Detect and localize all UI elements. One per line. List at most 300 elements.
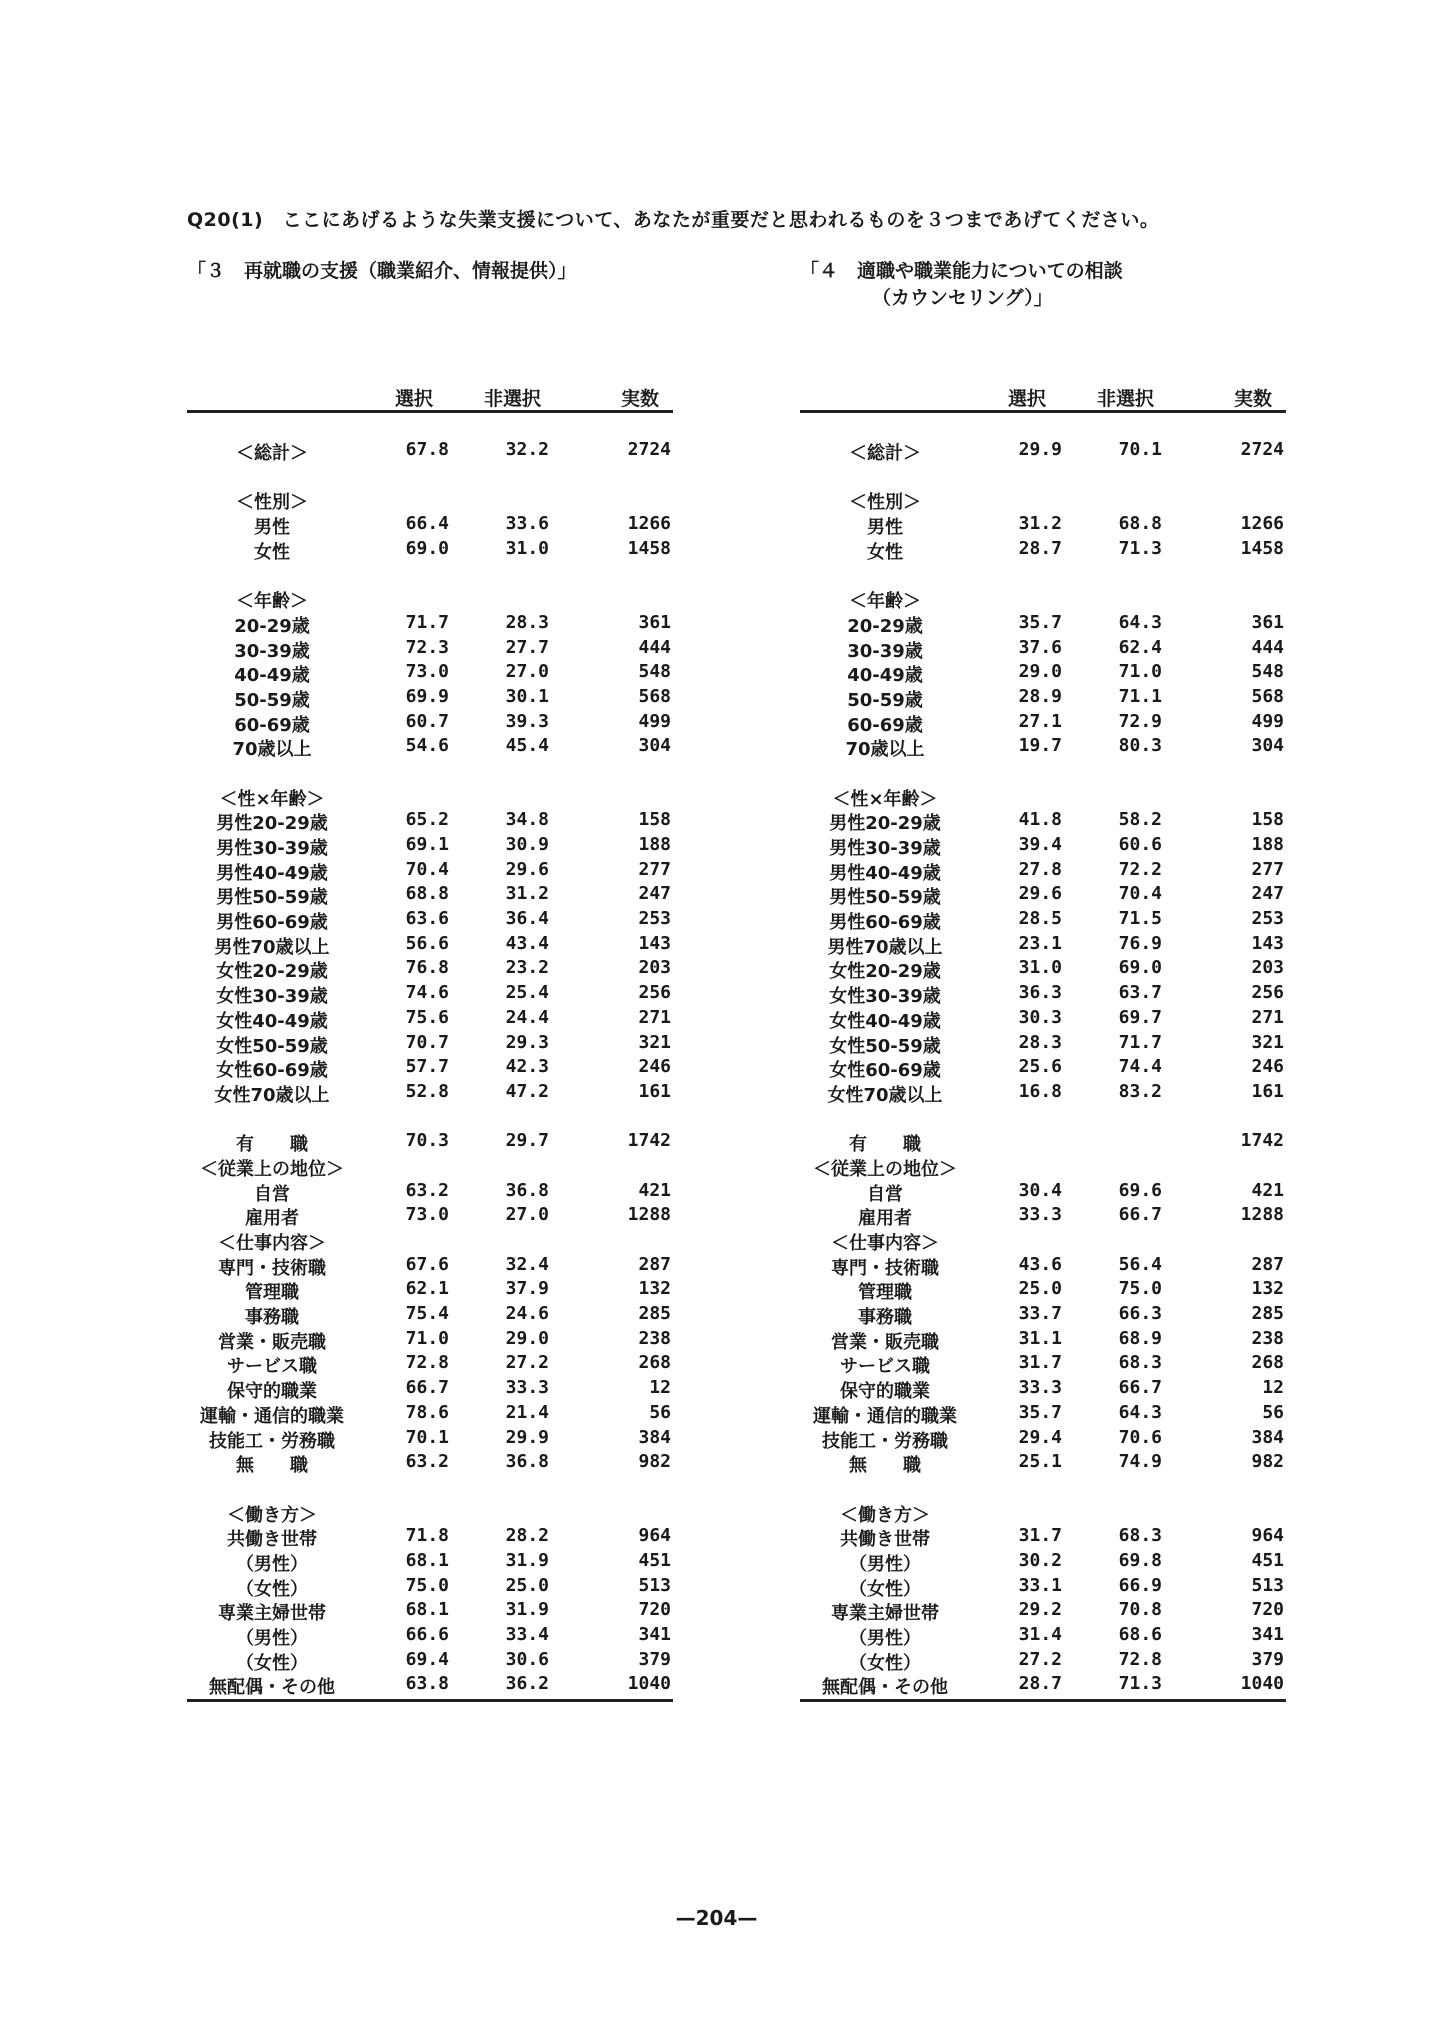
row-label: 50-59歳 (234, 689, 310, 711)
table-row (800, 1352, 1286, 1377)
value-not-selected: 32.4 (505, 1253, 549, 1275)
value-selected: 29.9 (1018, 439, 1062, 460)
value-count: 203 (638, 957, 671, 979)
table-row (800, 1081, 1286, 1106)
value-selected: 66.6 (405, 1624, 449, 1645)
row-label: 40-49歳 (847, 665, 923, 687)
value-not-selected: 68.9 (1118, 1327, 1162, 1349)
right-table-title-line1: 「４ 適職や職業能力についての相談 (800, 260, 1123, 282)
value-not-selected: 21.4 (505, 1401, 549, 1423)
value-not-selected: 75.0 (1118, 1278, 1162, 1300)
table-row (187, 1649, 673, 1674)
table-row (187, 637, 673, 662)
value-count: 56 (1262, 1401, 1284, 1423)
row-label: 男性70歳以上 (827, 936, 943, 958)
value-count: 982 (1251, 1451, 1284, 1473)
row-label: 保守的職業 (227, 1381, 317, 1403)
value-not-selected: 47.2 (505, 1080, 549, 1102)
value-not-selected: 27.0 (505, 1204, 549, 1226)
row-label: 女性 (254, 541, 290, 563)
value-count: 451 (638, 1549, 671, 1571)
table-row (800, 686, 1286, 711)
value-count: 304 (1251, 735, 1284, 757)
row-label: 女性20-29歳 (829, 961, 941, 983)
value-not-selected: 72.8 (1118, 1648, 1162, 1670)
value-count: 361 (638, 611, 671, 633)
table-row (800, 1229, 1286, 1254)
value-count: 341 (638, 1624, 671, 1645)
value-not-selected: 29.3 (505, 1031, 549, 1053)
value-selected: 75.0 (405, 1574, 449, 1596)
spacer-row (187, 1106, 673, 1131)
value-not-selected: 68.6 (1118, 1624, 1162, 1645)
value-count: 287 (1251, 1253, 1284, 1275)
table-row (187, 834, 673, 859)
value-selected: 29.0 (1018, 661, 1062, 683)
header-not-selected: 非選択 (484, 388, 542, 410)
row-label: ＜年齢＞ (849, 591, 921, 613)
spacer-row (187, 464, 673, 489)
value-count: 499 (1251, 710, 1284, 732)
table-row (800, 1303, 1286, 1328)
value-count: 188 (638, 834, 671, 855)
row-label: ＜働き方＞ (840, 1504, 930, 1526)
value-selected: 69.4 (405, 1648, 449, 1670)
value-not-selected: 36.8 (505, 1179, 549, 1201)
value-not-selected: 34.8 (505, 809, 549, 831)
value-not-selected: 31.2 (505, 883, 549, 905)
table-row (800, 1278, 1286, 1303)
value-not-selected: 68.8 (1118, 513, 1162, 535)
table-row (187, 661, 673, 686)
row-label: （女性） (236, 1578, 308, 1600)
value-not-selected: 28.3 (505, 611, 549, 633)
row-label: 60-69歳 (847, 714, 923, 736)
value-not-selected: 72.2 (1118, 858, 1162, 880)
row-label: 自営 (254, 1183, 290, 1205)
left-table (187, 384, 673, 1702)
table-row (800, 859, 1286, 884)
spacer-row (187, 1476, 673, 1501)
row-label: （男性） (236, 1628, 308, 1649)
value-selected: 33.3 (1018, 1377, 1062, 1399)
value-selected: 62.1 (405, 1278, 449, 1300)
table-row (800, 637, 1286, 662)
value-selected: 28.7 (1018, 537, 1062, 559)
value-not-selected: 28.2 (505, 1525, 549, 1547)
table-row (187, 1007, 673, 1032)
value-not-selected: 58.2 (1118, 809, 1162, 831)
row-label: 専門・技術職 (218, 1257, 326, 1279)
value-selected: 70.4 (405, 858, 449, 880)
value-count: 268 (638, 1352, 671, 1374)
value-selected: 66.7 (405, 1377, 449, 1399)
row-label: ＜年齢＞ (236, 591, 308, 613)
value-count: 513 (1251, 1574, 1284, 1596)
table-row (800, 513, 1286, 538)
table-row (187, 439, 673, 464)
table-row (187, 1081, 673, 1106)
value-selected: 29.2 (1018, 1599, 1062, 1621)
row-label: 専業主婦世帯 (218, 1603, 326, 1625)
value-count: 568 (1251, 685, 1284, 707)
value-not-selected: 71.1 (1118, 685, 1162, 707)
table-row (800, 587, 1286, 612)
value-count: 1742 (627, 1130, 671, 1152)
spacer-row (187, 760, 673, 785)
value-count: 444 (638, 636, 671, 658)
table-row (187, 1501, 673, 1526)
table-row (800, 612, 1286, 637)
row-label: 無 職 (236, 1455, 308, 1477)
value-count: 158 (1251, 809, 1284, 831)
table-row (187, 957, 673, 982)
value-count: 256 (1251, 982, 1284, 1004)
spacer-row (800, 760, 1286, 785)
row-label: 70歳以上 (232, 739, 312, 761)
value-count: 982 (638, 1451, 671, 1473)
value-selected: 71.8 (405, 1525, 449, 1547)
spacer-row (800, 562, 1286, 587)
header-not-selected: 非選択 (1097, 388, 1155, 410)
value-not-selected: 32.2 (505, 439, 549, 460)
table-row (800, 883, 1286, 908)
value-count: 256 (638, 982, 671, 1004)
row-label: 女性70歳以上 (214, 1084, 330, 1106)
row-label: 共働き世帯 (840, 1529, 930, 1551)
value-count: 964 (1251, 1525, 1284, 1547)
row-label: 営業・販売職 (831, 1331, 939, 1353)
value-not-selected: 25.4 (505, 982, 549, 1004)
value-not-selected: 66.7 (1118, 1204, 1162, 1226)
value-not-selected: 36.8 (505, 1451, 549, 1473)
value-count: 1266 (627, 513, 671, 535)
table-row (800, 1673, 1286, 1698)
question-text: Q20(1) ここにあげるような失業支援について、あなたが重要だと思われるものを３つまであげてください。 (187, 209, 1160, 231)
value-selected: 65.2 (405, 809, 449, 831)
table-row (187, 982, 673, 1007)
header-count: 実数 (621, 388, 660, 410)
table-row (187, 538, 673, 563)
row-label: 有 職 (849, 1134, 921, 1156)
value-selected: 33.1 (1018, 1574, 1062, 1596)
row-label: 雇用者 (245, 1208, 299, 1230)
value-selected: 73.0 (405, 661, 449, 683)
table-row (187, 1575, 673, 1600)
value-selected: 33.3 (1018, 1204, 1062, 1226)
value-count: 379 (1251, 1648, 1284, 1670)
value-selected: 69.9 (405, 685, 449, 707)
value-count: 132 (1251, 1278, 1284, 1300)
value-selected: 28.9 (1018, 685, 1062, 707)
spacer-row (800, 1476, 1286, 1501)
value-selected: 56.6 (405, 932, 449, 954)
right-table (800, 384, 1286, 1702)
value-selected: 25.1 (1018, 1451, 1062, 1473)
table-header (800, 384, 1286, 410)
table-row (800, 1402, 1286, 1427)
table-row (800, 1056, 1286, 1081)
value-count: 499 (638, 710, 671, 732)
row-label: ＜総計＞ (849, 443, 921, 464)
table-row (800, 488, 1286, 513)
value-not-selected: 66.3 (1118, 1303, 1162, 1325)
value-count: 384 (1251, 1426, 1284, 1448)
row-label: ＜性別＞ (236, 492, 308, 514)
value-not-selected: 60.6 (1118, 834, 1162, 855)
row-label: 無配偶・その他 (822, 1677, 948, 1699)
value-selected: 60.7 (405, 710, 449, 732)
row-label: 女性50-59歳 (216, 1035, 328, 1057)
value-count: 451 (1251, 1549, 1284, 1571)
table-row (187, 1377, 673, 1402)
table-row (187, 686, 673, 711)
value-selected: 36.3 (1018, 982, 1062, 1004)
value-selected: 68.1 (405, 1549, 449, 1571)
table-header (187, 384, 673, 410)
value-selected: 27.8 (1018, 858, 1062, 880)
value-selected: 76.8 (405, 957, 449, 979)
value-selected: 43.6 (1018, 1253, 1062, 1275)
value-count: 253 (638, 908, 671, 930)
value-selected: 28.7 (1018, 1673, 1062, 1695)
row-label: ＜性別＞ (849, 492, 921, 514)
value-count: 203 (1251, 957, 1284, 979)
row-label: （女性） (236, 1652, 308, 1674)
value-not-selected: 71.7 (1118, 1031, 1162, 1053)
value-selected: 52.8 (405, 1080, 449, 1102)
row-label: ＜総計＞ (236, 443, 308, 464)
row-label: 女性60-69歳 (216, 1060, 328, 1082)
right-table-title (800, 258, 1123, 312)
table-row (800, 439, 1286, 464)
row-label: 女性 (867, 541, 903, 563)
value-selected: 28.5 (1018, 908, 1062, 930)
row-label: 専門・技術職 (831, 1257, 939, 1279)
value-not-selected: 33.6 (505, 513, 549, 535)
value-selected: 31.2 (1018, 513, 1062, 535)
table-row (187, 735, 673, 760)
row-label: （男性） (236, 1553, 308, 1575)
value-selected: 66.4 (405, 513, 449, 535)
table-row (800, 908, 1286, 933)
value-selected: 69.0 (405, 537, 449, 559)
table-body (187, 413, 673, 1698)
value-not-selected: 42.3 (505, 1056, 549, 1078)
value-count: 513 (638, 1574, 671, 1596)
row-label: 男性30-39歳 (829, 838, 941, 859)
table-row (187, 1204, 673, 1229)
value-count: 1458 (1240, 537, 1284, 559)
value-not-selected: 74.9 (1118, 1451, 1162, 1473)
row-label: 男性 (867, 517, 903, 539)
table-row (187, 1155, 673, 1180)
value-count: 421 (638, 1179, 671, 1201)
value-count: 2724 (1240, 439, 1284, 460)
table-row (800, 1328, 1286, 1353)
value-count: 246 (1251, 1056, 1284, 1078)
value-not-selected: 64.3 (1118, 611, 1162, 633)
table-row (187, 933, 673, 958)
value-not-selected: 29.6 (505, 858, 549, 880)
table-row (187, 1427, 673, 1452)
row-label: 30-39歳 (234, 640, 310, 662)
table-row (800, 1204, 1286, 1229)
row-label: 女性20-29歳 (216, 961, 328, 983)
value-count: 1288 (1240, 1204, 1284, 1226)
value-count: 1288 (627, 1204, 671, 1226)
row-label: 事務職 (858, 1307, 912, 1329)
table-row (800, 1501, 1286, 1526)
value-selected: 31.0 (1018, 957, 1062, 979)
value-not-selected: 30.1 (505, 685, 549, 707)
table-row (800, 809, 1286, 834)
value-not-selected: 71.3 (1118, 1673, 1162, 1695)
row-label: 自営 (867, 1183, 903, 1205)
value-not-selected: 56.4 (1118, 1253, 1162, 1275)
table-row (187, 1451, 673, 1476)
table-row (800, 1451, 1286, 1476)
table-row (800, 711, 1286, 736)
row-label: 無 職 (849, 1455, 921, 1477)
table-row (800, 661, 1286, 686)
value-selected: 39.4 (1018, 834, 1062, 855)
table-row (800, 1599, 1286, 1624)
row-label: 女性60-69歳 (829, 1060, 941, 1082)
value-selected: 33.7 (1018, 1303, 1062, 1325)
value-not-selected: 43.4 (505, 932, 549, 954)
table-row (187, 1254, 673, 1279)
value-selected: 67.6 (405, 1253, 449, 1275)
value-count: 253 (1251, 908, 1284, 930)
value-selected: 29.4 (1018, 1426, 1062, 1448)
table-row (187, 1180, 673, 1205)
value-not-selected: 83.2 (1118, 1080, 1162, 1102)
value-count: 56 (649, 1401, 671, 1423)
row-label: ＜性×年齢＞ (219, 788, 325, 810)
value-not-selected: 24.4 (505, 1006, 549, 1028)
table-row (800, 1624, 1286, 1649)
value-not-selected: 62.4 (1118, 636, 1162, 658)
table-row (800, 982, 1286, 1007)
table-row (187, 1402, 673, 1427)
value-selected: 16.8 (1018, 1080, 1062, 1102)
value-selected: 31.7 (1018, 1525, 1062, 1547)
value-selected: 72.8 (405, 1352, 449, 1374)
value-count: 304 (638, 735, 671, 757)
value-count: 247 (1251, 883, 1284, 905)
value-count: 548 (1251, 661, 1284, 683)
value-selected: 70.1 (405, 1426, 449, 1448)
value-selected: 54.6 (405, 735, 449, 757)
row-label: 運輸・通信的職業 (200, 1405, 344, 1427)
value-count: 1458 (627, 537, 671, 559)
bottom-rule (187, 1699, 673, 1702)
table-body (800, 413, 1286, 1698)
table-row (800, 735, 1286, 760)
value-count: 361 (1251, 611, 1284, 633)
value-not-selected: 24.6 (505, 1303, 549, 1325)
value-count: 161 (638, 1080, 671, 1102)
value-count: 246 (638, 1056, 671, 1078)
value-selected: 25.6 (1018, 1056, 1062, 1078)
value-not-selected: 27.2 (505, 1352, 549, 1374)
value-count: 568 (638, 685, 671, 707)
value-not-selected: 63.7 (1118, 982, 1162, 1004)
value-not-selected: 66.9 (1118, 1574, 1162, 1596)
row-label: 70歳以上 (845, 739, 925, 761)
value-not-selected: 36.2 (505, 1673, 549, 1695)
value-not-selected: 29.9 (505, 1426, 549, 1448)
row-label: 女性50-59歳 (829, 1035, 941, 1057)
value-not-selected: 31.0 (505, 537, 549, 559)
value-selected: 63.8 (405, 1673, 449, 1695)
row-label: 男性40-49歳 (829, 862, 941, 884)
page-number: —204— (675, 1906, 758, 1930)
value-selected: 70.3 (405, 1130, 449, 1152)
table-row (800, 1007, 1286, 1032)
row-label: 女性30-39歳 (216, 986, 328, 1008)
value-count: 2724 (627, 439, 671, 460)
table-row (187, 1032, 673, 1057)
value-selected: 28.3 (1018, 1031, 1062, 1053)
row-label: 管理職 (858, 1282, 912, 1304)
table-row (800, 1427, 1286, 1452)
row-label: ＜働き方＞ (227, 1504, 317, 1526)
value-not-selected: 71.5 (1118, 908, 1162, 930)
value-count: 271 (1251, 1006, 1284, 1028)
value-count: 247 (638, 883, 671, 905)
value-not-selected: 30.6 (505, 1648, 549, 1670)
value-selected: 35.7 (1018, 611, 1062, 633)
value-count: 421 (1251, 1179, 1284, 1201)
value-not-selected: 64.3 (1118, 1401, 1162, 1423)
table-row (187, 1525, 673, 1550)
value-selected: 25.0 (1018, 1278, 1062, 1300)
value-not-selected: 76.9 (1118, 932, 1162, 954)
value-selected: 63.2 (405, 1451, 449, 1473)
value-not-selected: 31.9 (505, 1599, 549, 1621)
row-label: 雇用者 (858, 1208, 912, 1230)
value-selected: 23.1 (1018, 932, 1062, 954)
value-selected: 68.8 (405, 883, 449, 905)
value-count: 277 (1251, 858, 1284, 880)
value-count: 341 (1251, 1624, 1284, 1645)
value-count: 161 (1251, 1080, 1284, 1102)
table-row (800, 957, 1286, 982)
value-selected: 31.1 (1018, 1327, 1062, 1349)
value-selected: 78.6 (405, 1401, 449, 1423)
table-row (800, 1649, 1286, 1674)
table-row (187, 488, 673, 513)
table-row (800, 1155, 1286, 1180)
row-label: （女性） (849, 1578, 921, 1600)
value-not-selected: 69.6 (1118, 1179, 1162, 1201)
value-count: 444 (1251, 636, 1284, 658)
row-label: 共働き世帯 (227, 1529, 317, 1551)
value-selected: 27.2 (1018, 1648, 1062, 1670)
spacer-row (187, 562, 673, 587)
value-selected: 71.7 (405, 611, 449, 633)
value-not-selected: 70.1 (1118, 439, 1162, 460)
value-not-selected: 70.4 (1118, 883, 1162, 905)
row-label: 20-29歳 (234, 615, 310, 637)
table-row (187, 1229, 673, 1254)
value-selected: 72.3 (405, 636, 449, 658)
table-row (800, 1032, 1286, 1057)
spacer-row (800, 1106, 1286, 1131)
value-not-selected: 70.8 (1118, 1599, 1162, 1621)
